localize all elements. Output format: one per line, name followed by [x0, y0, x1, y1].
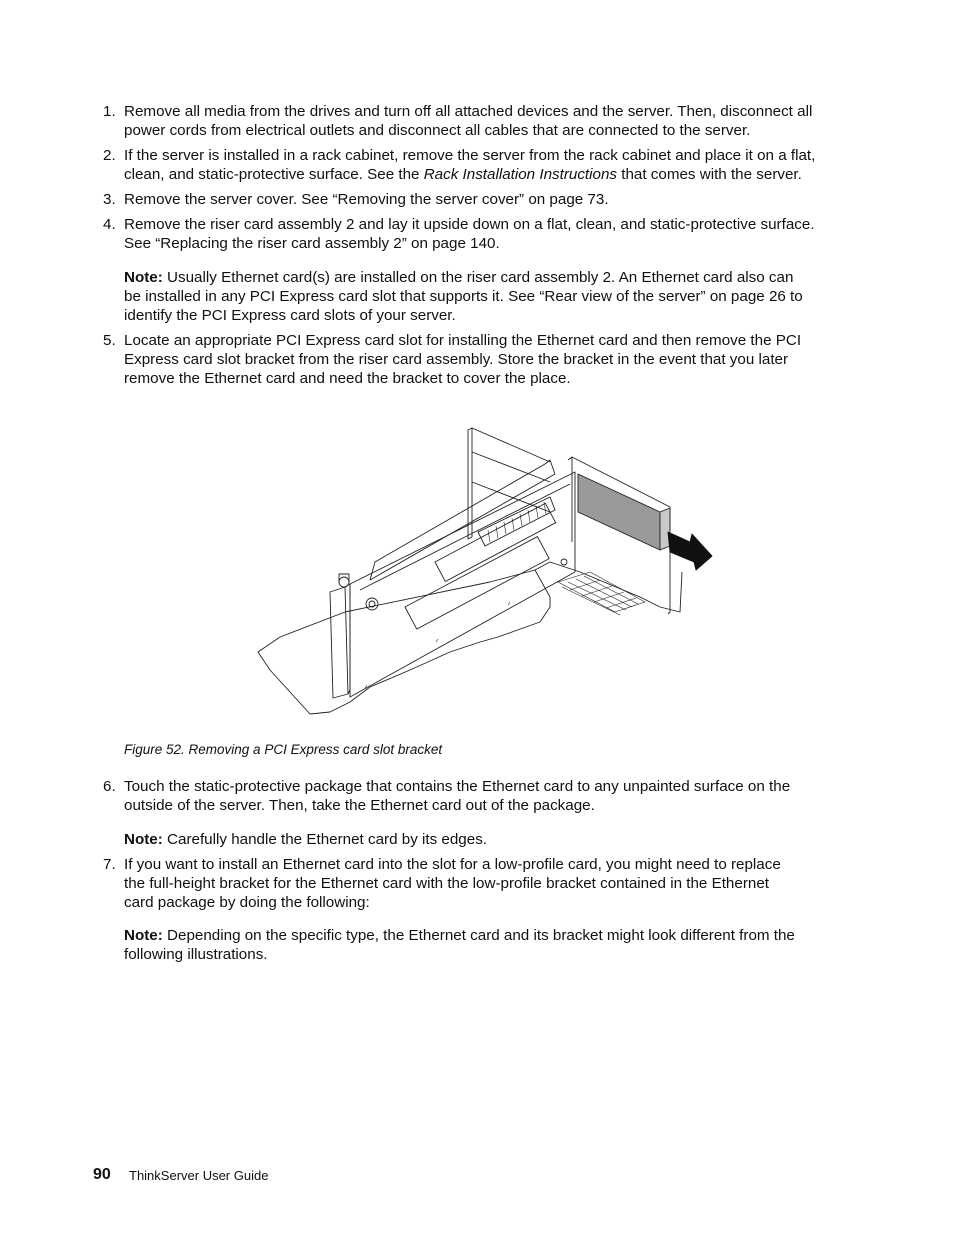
step-text: the full-height bracket for the Ethernet card with the low-profile bracket contained in the Ethernet [124, 874, 769, 892]
step-number: 7. [103, 856, 116, 873]
step-text: If you want to install an Ethernet card into the slot for a low-profile card, you might need to replace [124, 856, 781, 873]
note-text: identify the PCI Express card slots of your server. [124, 306, 456, 324]
step-number: 5. [103, 332, 116, 349]
note-text: Depending on the specific type, the Ethernet card and its bracket might look different from the [167, 927, 795, 944]
step-text: Remove the riser card assembly 2 and lay it upside down on a flat, clean, and static-protective surface. [124, 216, 815, 233]
note-text: Usually Ethernet card(s) are installed on the riser card assembly 2. An Ethernet card also can [167, 269, 794, 286]
step-text: Express card slot bracket from the riser card assembly. Store the bracket in the event that you later [124, 350, 789, 368]
step-text: card package by doing the following: [124, 893, 370, 911]
step-text: Locate an appropriate PCI Express card slot for installing the Ethernet card and then remove the PCI [124, 332, 802, 349]
step-text: clean, and static-protective surface. See the Rack Installation Instructions that comes with the server. [124, 165, 802, 183]
note-block [124, 927, 844, 965]
note-block [124, 269, 844, 325]
note-label: Note: [124, 927, 163, 944]
step-text: outside of the server. Then, take the Ethernet card out of the package. [124, 796, 595, 814]
step-text: See “Replacing the riser card assembly 2” on page 140. [124, 234, 500, 252]
step-number: 6. [103, 778, 116, 795]
step-text: remove the Ethernet card and need the bracket to cover the place. [124, 369, 571, 387]
step-text: Remove the server cover. See “Removing the server cover” on page 73. [124, 191, 609, 208]
step-number: 1. [103, 103, 116, 120]
page-number: 90 [93, 1166, 111, 1183]
note-label: Note: [124, 269, 163, 286]
step-text: If the server is installed in a rack cabinet, remove the server from the rack cabinet and place it on a flat, [124, 147, 816, 164]
step-text: Touch the static-protective package that contains the Ethernet card to any unpainted surface on the [124, 778, 791, 795]
footer-title: ThinkServer User Guide [129, 1168, 269, 1183]
step-number: 4. [103, 216, 116, 233]
doc-title-reference: Rack Installation Instructions [423, 165, 618, 183]
note-text: following illustrations. [124, 945, 268, 963]
riser-card-illustration [250, 422, 720, 722]
figure-caption: Figure 52. Removing a PCI Express card slot bracket [124, 742, 443, 757]
note-text: be installed in any PCI Express card slot that supports it. See “Rear view of the server” on page 26 to [124, 287, 803, 305]
step-text: power cords from electrical outlets and disconnect all cables that are connected to the server. [124, 121, 751, 139]
step-number: 3. [103, 191, 116, 208]
note-label: Note: [124, 831, 163, 848]
step-number: 2. [103, 147, 116, 164]
note-block [124, 831, 844, 850]
step-text: Remove all media from the drives and turn off all attached devices and the server. Then, disconnect all [124, 103, 813, 120]
note-text: Carefully handle the Ethernet card by its edges. [167, 831, 488, 848]
